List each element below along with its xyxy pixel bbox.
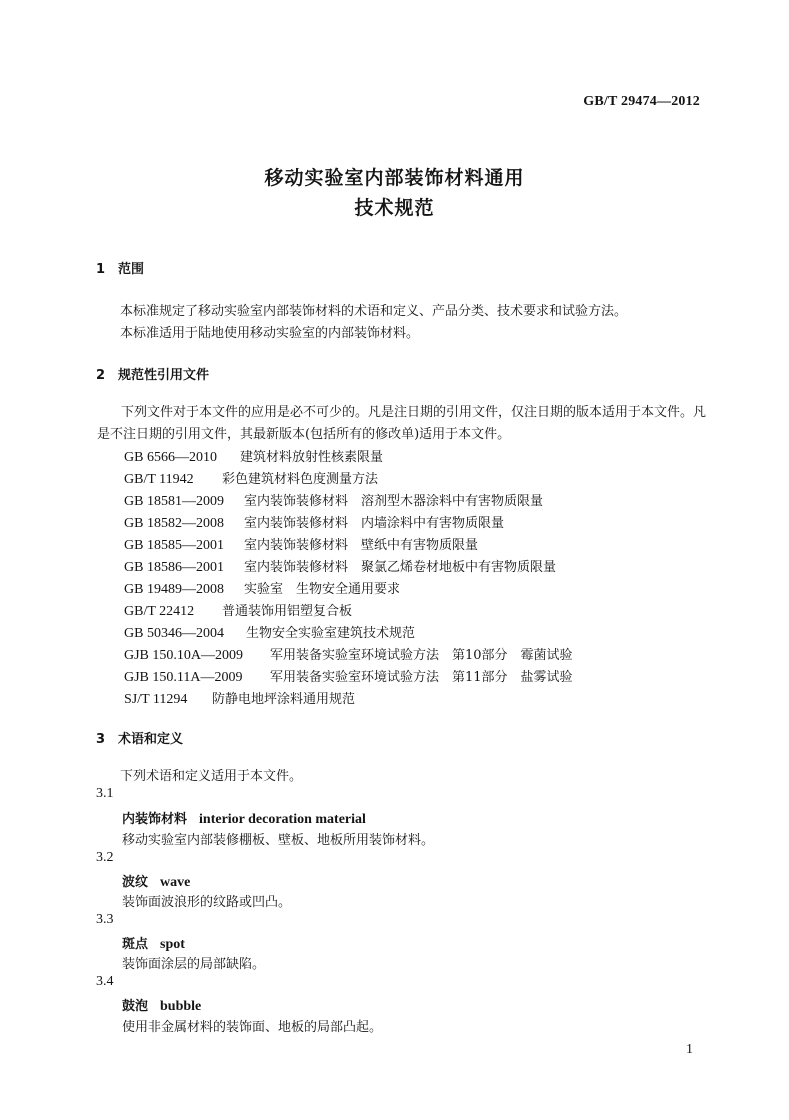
reference-code: GB 18581—2009 <box>124 494 224 509</box>
term-en: bubble <box>160 999 202 1014</box>
paragraph: 下列文件对于本文件的应用是必不可少的。凡是注日期的引用文件，仅注日期的版本适用于本文件。凡是不注日期的引用文件，其最新版本(包括所有的修改单)适用于本文件。 <box>97 405 707 442</box>
section-1-heading <box>96 258 144 277</box>
term-entry <box>122 995 201 1015</box>
section-number: 3 <box>96 732 106 747</box>
term-entry <box>122 808 366 828</box>
reference-item <box>124 490 543 510</box>
term-definition: 装饰面涂层的局部缺陷。 <box>122 957 266 972</box>
term-number: 3.2 <box>96 850 114 865</box>
term-number: 3.1 <box>96 786 114 801</box>
reference-title: 室内装饰装修材料 聚氯乙烯卷材地板中有害物质限量 <box>244 560 557 575</box>
paragraph: 下列术语和定义适用于本文件。 <box>120 769 303 784</box>
standard-number: GB/T 29474—2012 <box>583 94 700 109</box>
reference-title: 生物安全实验室建筑技术规范 <box>246 626 416 641</box>
paragraph: 本标准适用于陆地使用移动实验室的内部装饰材料。 <box>120 326 420 341</box>
term-definition: 移动实验室内部装修棚板、壁板、地板所用装饰材料。 <box>122 833 435 848</box>
reference-item <box>124 688 355 708</box>
term-number: 3.4 <box>96 974 114 989</box>
paragraph: 本标准规定了移动实验室内部装饰材料的术语和定义、产品分类、技术要求和试验方法。 <box>120 304 628 319</box>
document-title-line1: 移动实验室内部装饰材料通用 <box>264 167 525 189</box>
reference-code: GJB 150.11A—2009 <box>124 670 243 685</box>
reference-item <box>124 578 400 598</box>
section-title: 范围 <box>118 262 145 277</box>
page-number: 1 <box>686 1042 693 1057</box>
reference-title: 普通装饰用铝塑复合板 <box>222 604 353 619</box>
term-en: interior decoration material <box>199 812 366 827</box>
section-3-heading <box>96 728 183 747</box>
reference-title: 建筑材料放射性核素限量 <box>240 450 384 465</box>
reference-item <box>124 468 378 488</box>
reference-title: 实验室 生物安全通用要求 <box>244 582 401 597</box>
reference-code: GB 18582—2008 <box>124 516 224 531</box>
reference-title: 彩色建筑材料色度测量方法 <box>222 472 379 487</box>
term-zh: 鼓泡 <box>122 999 149 1014</box>
section-title: 术语和定义 <box>118 732 184 747</box>
reference-code: GB 18586—2001 <box>124 560 224 575</box>
reference-item <box>124 622 415 642</box>
reference-code: GB 50346—2004 <box>124 626 224 641</box>
term-entry <box>122 933 185 953</box>
reference-item <box>124 666 573 686</box>
reference-title: 室内装饰装修材料 内墙涂料中有害物质限量 <box>244 516 505 531</box>
reference-item <box>124 644 573 664</box>
reference-title: 防静电地坪涂料通用规范 <box>212 692 356 707</box>
reference-title: 室内装饰装修材料 溶剂型木器涂料中有害物质限量 <box>244 494 544 509</box>
reference-code: SJ/T 11294 <box>124 692 188 707</box>
term-zh: 内装饰材料 <box>122 812 188 827</box>
reference-code: GB/T 22412 <box>124 604 195 619</box>
reference-title: 军用装备实验室环境试验方法 第11部分 盐雾试验 <box>270 670 573 685</box>
term-number: 3.3 <box>96 912 114 927</box>
reference-code: GB 6566—2010 <box>124 450 217 465</box>
section-number: 1 <box>96 262 106 277</box>
term-definition: 使用非金属材料的装饰面、地板的局部凸起。 <box>122 1020 383 1035</box>
term-zh: 斑点 <box>122 937 149 952</box>
reference-code: GB/T 11942 <box>124 472 194 487</box>
reference-item <box>124 600 352 620</box>
section-number: 2 <box>96 368 106 383</box>
document-title-line2: 技术规范 <box>354 197 435 219</box>
term-zh: 波纹 <box>122 875 149 890</box>
reference-code: GB 18585—2001 <box>124 538 224 553</box>
reference-code: GJB 150.10A—2009 <box>124 648 244 663</box>
reference-item <box>124 446 383 466</box>
section-title: 规范性引用文件 <box>118 368 210 383</box>
reference-item <box>124 534 478 554</box>
term-en: spot <box>160 937 185 952</box>
reference-item <box>124 556 556 576</box>
section-2-heading <box>96 364 209 383</box>
reference-title: 军用装备实验室环境试验方法 第10部分 霉菌试验 <box>270 648 573 663</box>
term-definition: 装饰面波浪形的纹路或凹凸。 <box>122 895 292 910</box>
reference-item <box>124 512 504 532</box>
reference-title: 室内装饰装修材料 壁纸中有害物质限量 <box>244 538 479 553</box>
term-en: wave <box>160 875 191 890</box>
reference-code: GB 19489—2008 <box>124 582 224 597</box>
term-entry <box>122 871 190 891</box>
